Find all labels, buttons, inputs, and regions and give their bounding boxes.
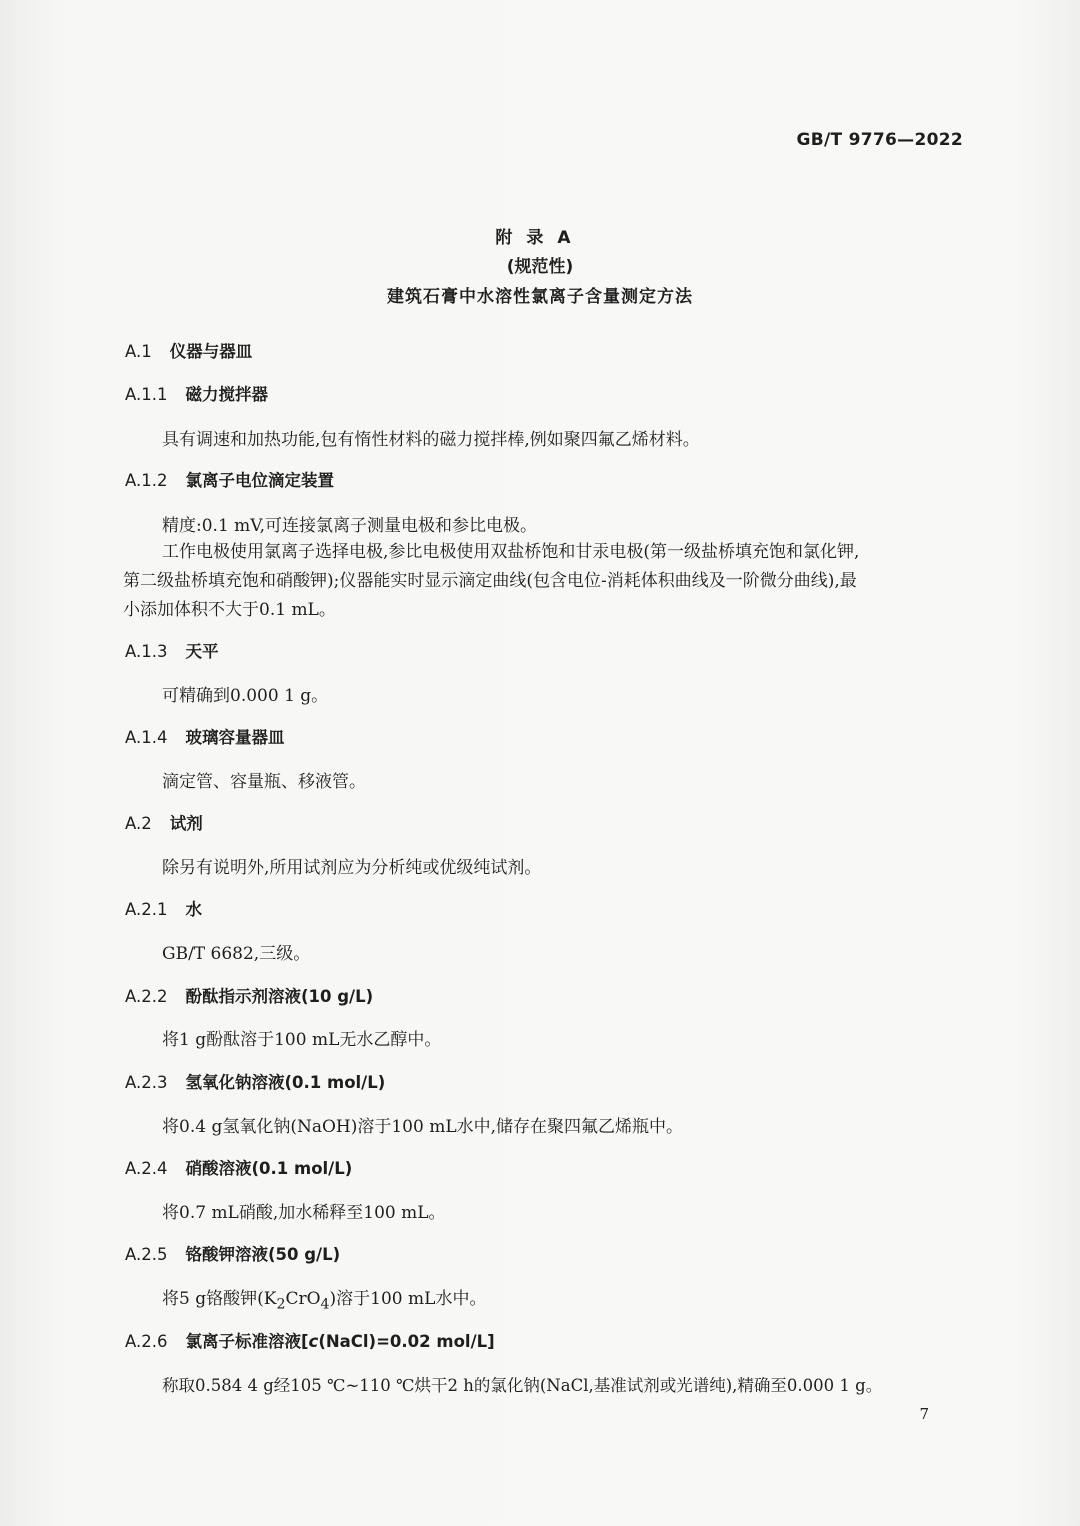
paragraph: 将0.4 g氢氧化钠(NaOH)溶于100 mL水中,储存在聚四氟乙烯瓶中。 (162, 1117, 684, 1137)
section-title: 玻璃容量器皿 (185, 728, 285, 747)
paragraph-line: 小添加体积不大于0.1 mL。 (123, 600, 336, 620)
section-title: 氢氧化钠溶液(0.1 mol/L) (185, 1073, 386, 1092)
section-number: A.1.1 (125, 385, 168, 404)
section-number: A.2.1 (125, 900, 168, 919)
paragraph: 具有调速和加热功能,包有惰性材料的磁力搅拌棒,例如聚四氟乙烯材料。 (162, 430, 700, 450)
annex-title: 建筑石膏中水溶性氯离子含量测定方法 (387, 287, 693, 307)
paragraph: 将1 g酚酞溶于100 mL无水乙醇中。 (162, 1030, 442, 1050)
section-title: 磁力搅拌器 (185, 385, 268, 404)
section-title: 试剂 (169, 814, 203, 833)
section-title: 天平 (185, 642, 219, 661)
paragraph (162, 1284, 486, 1312)
section-number: A.2 (125, 814, 152, 833)
subscript: 4 (320, 1296, 330, 1313)
paragraph: 精度:0.1 mV,可连接氯离子测量电极和参比电极。 (162, 516, 537, 536)
section-number: A.2.4 (125, 1159, 168, 1178)
paragraph: 可精确到0.000 1 g。 (162, 686, 329, 706)
section-title-italic: c (308, 1332, 319, 1351)
section-heading-a2-2 (125, 983, 373, 1007)
paragraph: GB/T 6682,三级。 (162, 944, 311, 964)
section-number: A.2.2 (125, 987, 168, 1006)
section-title: 铬酸钾溶液(50 g/L) (185, 1245, 341, 1264)
paragraph: 滴定管、容量瓶、移液管。 (162, 772, 366, 792)
section-title: 水 (185, 900, 202, 919)
text-run: CrO (285, 1289, 321, 1309)
section-heading-a2-1 (125, 896, 202, 920)
section-number: A.1.4 (125, 728, 168, 747)
annex-type: (规范性) (506, 257, 574, 277)
section-number: A.1.2 (125, 471, 168, 490)
section-heading-a2-5 (125, 1241, 340, 1265)
section-heading-a1-3 (125, 638, 218, 662)
section-number: A.2.6 (125, 1332, 168, 1351)
text-run: )溶于100 mL水中。 (329, 1289, 487, 1309)
section-title: 仪器与器皿 (169, 342, 253, 361)
standard-code: GB/T 9776—2022 (796, 130, 963, 150)
section-heading-a2-3 (125, 1069, 385, 1093)
paragraph-multiline (123, 538, 963, 625)
section-title: (NaCl)=0.02 mol/L] (318, 1332, 495, 1351)
section-heading-a2-4 (125, 1155, 352, 1179)
section-title: 硝酸溶液(0.1 mol/L) (185, 1159, 353, 1178)
paragraph: 除另有说明外,所用试剂应为分析纯或优级纯试剂。 (162, 858, 542, 878)
section-number: A.1.3 (125, 642, 168, 661)
text-run: 将5 g铬酸钾(K (162, 1289, 277, 1309)
paragraph-line: 工作电极使用氯离子选择电极,参比电极使用双盐桥饱和甘汞电极(第一级盐桥填充饱和氯化钾, (162, 542, 860, 562)
paragraph: 将0.7 mL硝酸,加水稀释至100 mL。 (162, 1203, 446, 1223)
paragraph-line: 第二级盐桥填充饱和硝酸钾);仪器能实时显示滴定曲线(包含电位-消耗体积曲线及一阶微分曲线),最 (123, 571, 857, 591)
page-number: 7 (919, 1405, 929, 1423)
section-heading-a1-4 (125, 724, 284, 748)
section-heading-a2 (125, 810, 203, 834)
subscript: 2 (276, 1296, 286, 1313)
section-heading-a1-2 (125, 467, 334, 491)
section-number: A.1 (125, 342, 152, 361)
section-heading-a1 (125, 338, 252, 362)
section-number: A.2.3 (125, 1073, 168, 1092)
annex-label: 附录A (495, 228, 585, 248)
paragraph: 称取0.584 4 g经105 ℃~110 ℃烘干2 h的氯化钠(NaCl,基准试剂或光谱纯),精确至0.000 1 g。 (162, 1376, 883, 1395)
section-title: 酚酞指示剂溶液(10 g/L) (185, 987, 374, 1006)
section-heading-a2-6 (125, 1328, 495, 1352)
section-number: A.2.5 (125, 1245, 168, 1264)
section-title: 氯离子标准溶液[ (185, 1332, 309, 1351)
section-title: 氯离子电位滴定装置 (185, 471, 334, 490)
section-heading-a1-1 (125, 381, 268, 405)
